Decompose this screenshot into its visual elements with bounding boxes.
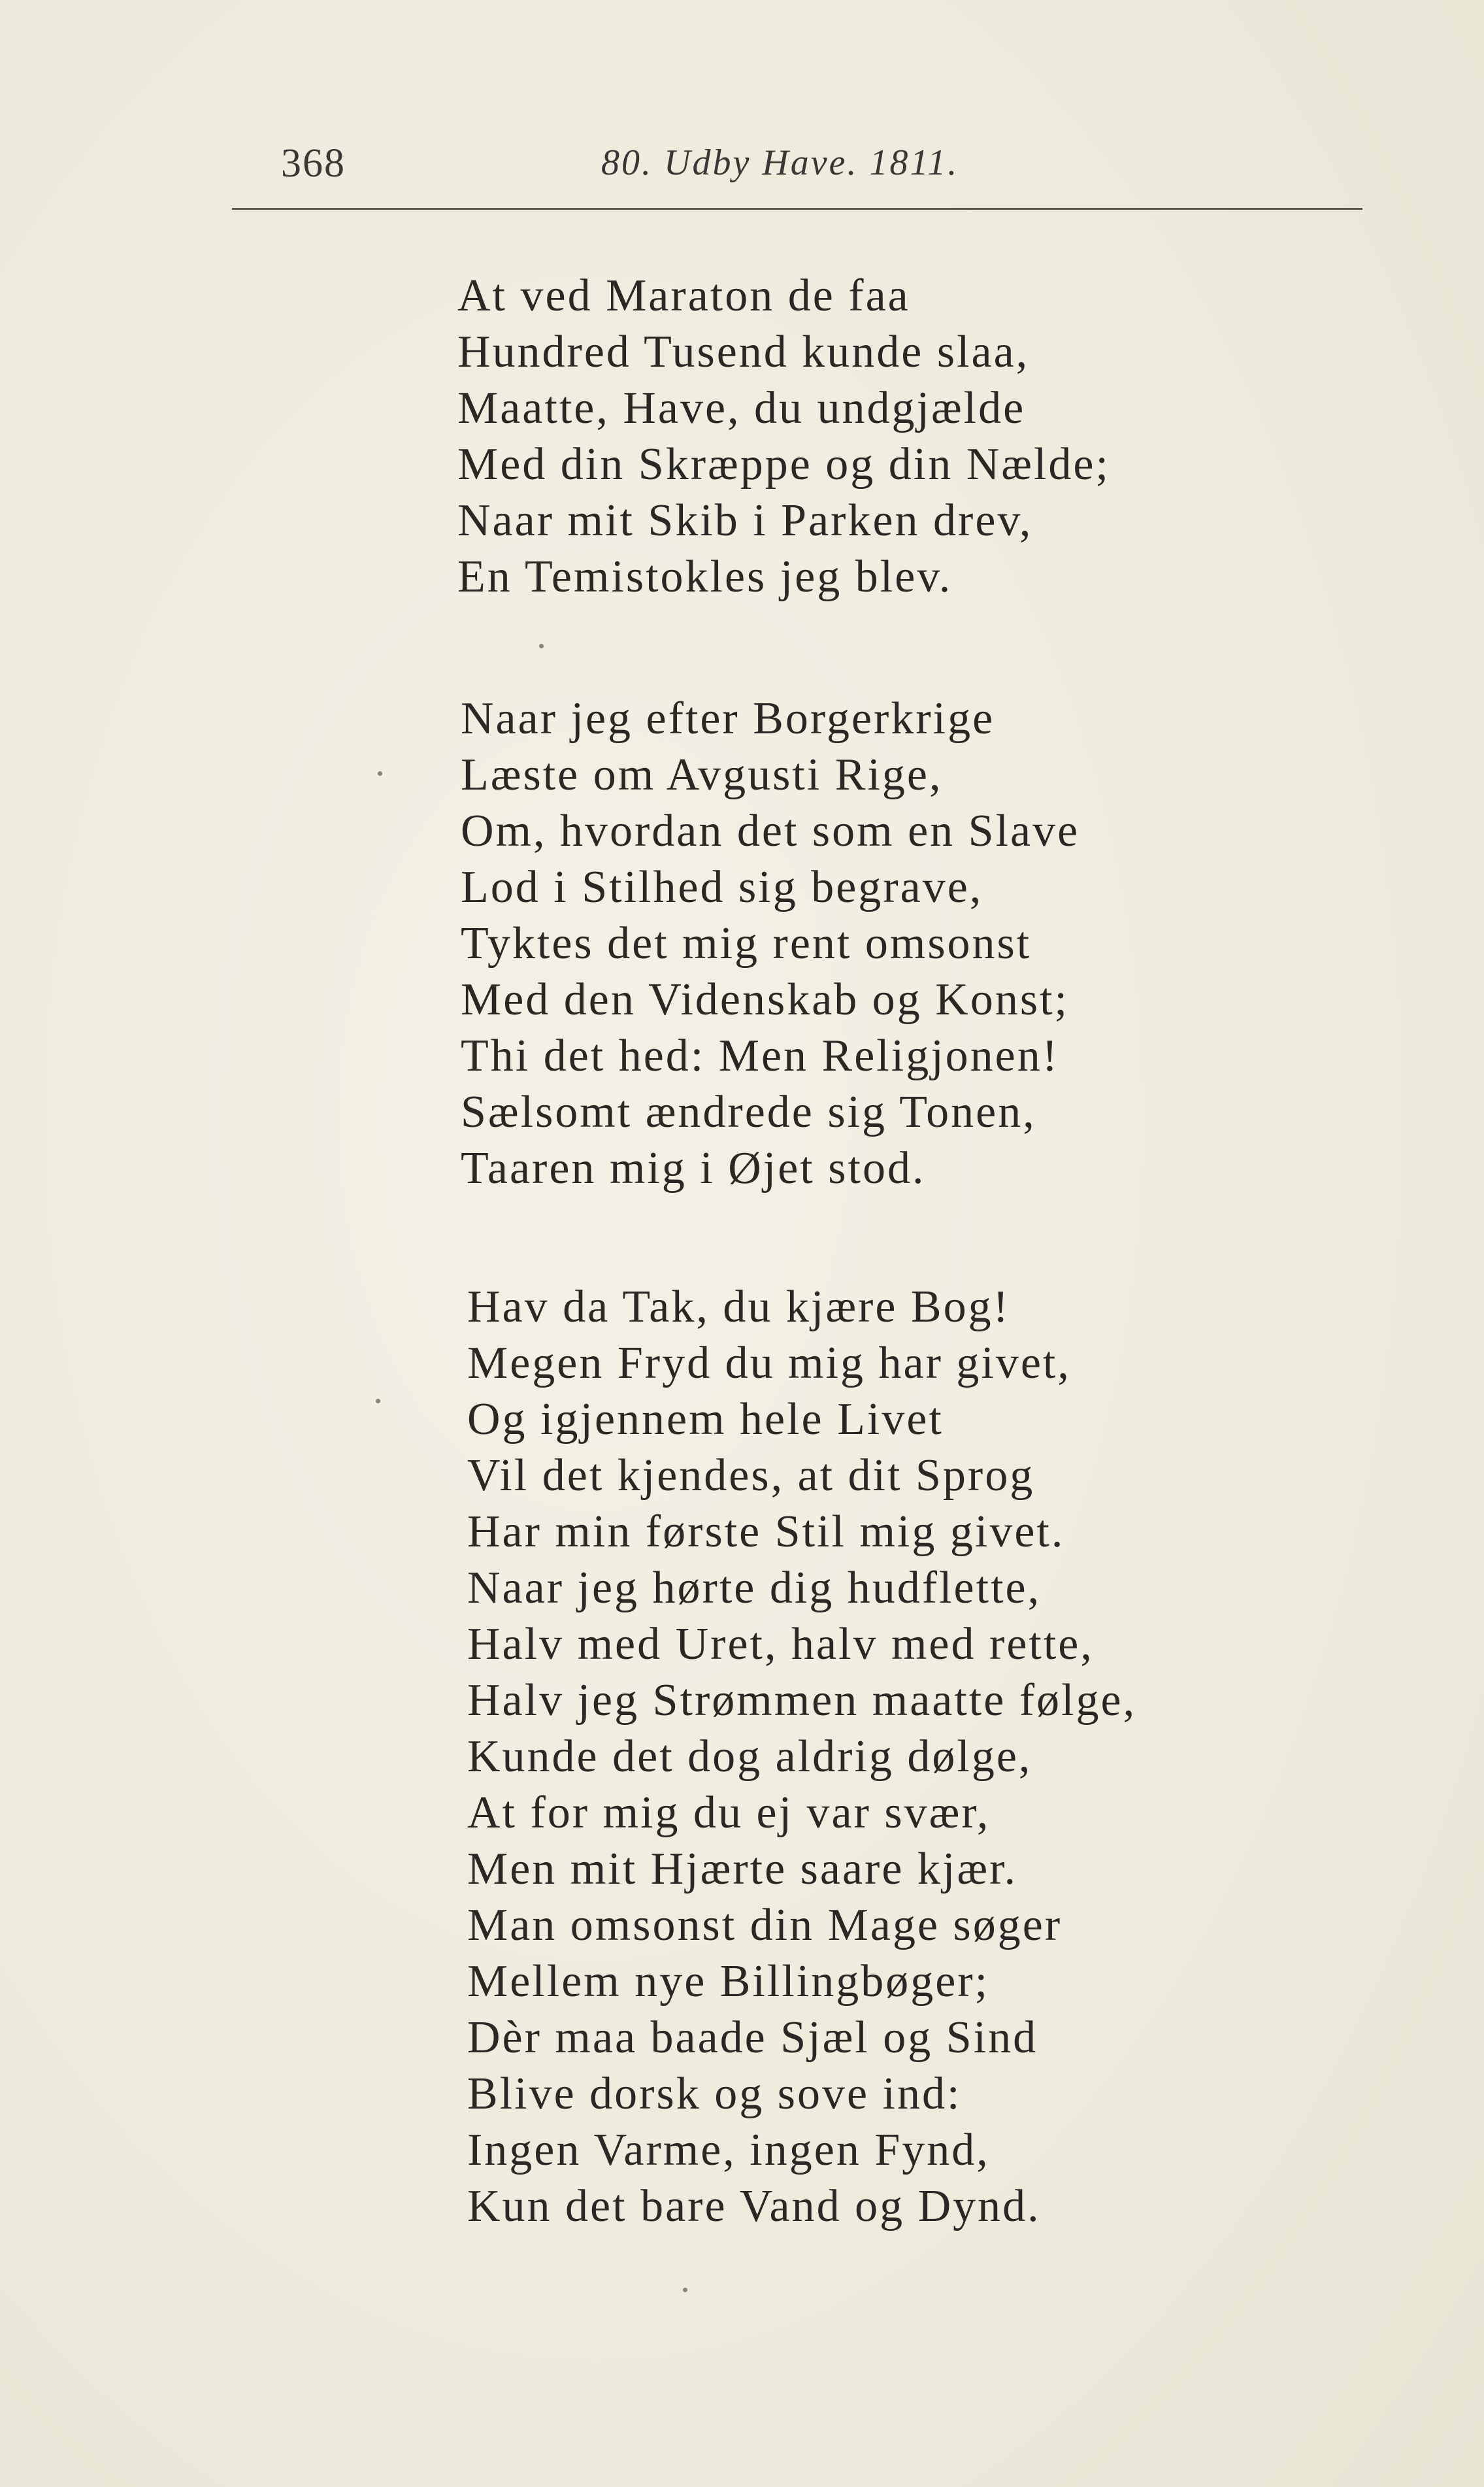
poem-line: Og igjennem hele Livet — [467, 1394, 944, 1444]
poem-line: Maatte, Have, du undgjælde — [457, 383, 1026, 433]
poem-line: Har min første Stil mig givet. — [467, 1507, 1065, 1557]
running-head: 80. Udby Have. 1811. — [601, 142, 959, 183]
poem-line: Halv med Uret, halv med rette, — [467, 1619, 1094, 1669]
poem-line: Læste om Avgusti Rige, — [461, 750, 943, 800]
poem-line: Blive dorsk og sove ind: — [467, 2069, 962, 2119]
poem-line: Dèr maa baade Sjæl og Sind — [467, 2012, 1038, 2063]
poem-line: Mellem nye Billingbøger; — [467, 1956, 990, 2007]
poem-line: Men mit Hjærte saare kjær. — [467, 1844, 1018, 1894]
poem-line: Thi det hed: Men Religjonen! — [461, 1031, 1060, 1081]
paper-speck — [376, 1399, 380, 1403]
poem-line: Megen Fryd du mig har givet, — [467, 1338, 1071, 1388]
page-number: 368 — [281, 141, 346, 186]
poem-line: Naar jeg efter Borgerkrige — [461, 693, 995, 744]
poem-line: En Temistokles jeg blev. — [457, 552, 953, 602]
poem-line: At for mig du ej var svær, — [467, 1788, 991, 1838]
poem-line: Hundred Tusend kunde slaa, — [457, 327, 1030, 377]
stanza-3 — [467, 1279, 1136, 2235]
poem-line: Kunde det dog aldrig dølge, — [467, 1731, 1032, 1782]
poem-line: Halv jeg Strømmen maatte følge, — [467, 1675, 1137, 1726]
poem-line: Kun det bare Vand og Dynd. — [467, 2181, 1041, 2231]
header-rule — [232, 208, 1362, 210]
poem-line: Naar mit Skib i Parken drev, — [457, 495, 1033, 546]
poem-line: Naar jeg hørte dig hudflette, — [467, 1563, 1042, 1613]
paper-speck — [683, 2288, 687, 2292]
poem-line: Ingen Varme, ingen Fynd, — [467, 2125, 990, 2175]
poem-line: Lod i Stilhed sig begrave, — [461, 862, 983, 912]
poem-line: Med din Skræppe og din Nælde; — [457, 439, 1110, 490]
poem-line: At ved Maraton de faa — [457, 271, 910, 321]
poem-line: Med den Videnskab og Konst; — [461, 975, 1069, 1025]
page-header — [0, 134, 1484, 193]
poem-line: Taaren mig i Øjet stod. — [461, 1143, 926, 1193]
stanza-2 — [461, 691, 1080, 1197]
stanza-1 — [457, 268, 1110, 605]
poem-line: Tyktes det mig rent omsonst — [461, 918, 1032, 969]
poem-line: Hav da Tak, du kjære Bog! — [467, 1282, 1010, 1332]
poem-line: Man omsonst din Mage søger — [467, 1900, 1063, 1950]
poem-line: Vil det kjendes, at dit Sprog — [467, 1450, 1035, 1501]
paper-speck — [539, 644, 544, 648]
poem-line: Sælsomt ændrede sig Tonen, — [461, 1087, 1036, 1137]
poem-line: Om, hvordan det som en Slave — [461, 806, 1080, 856]
paper-speck — [378, 771, 382, 776]
